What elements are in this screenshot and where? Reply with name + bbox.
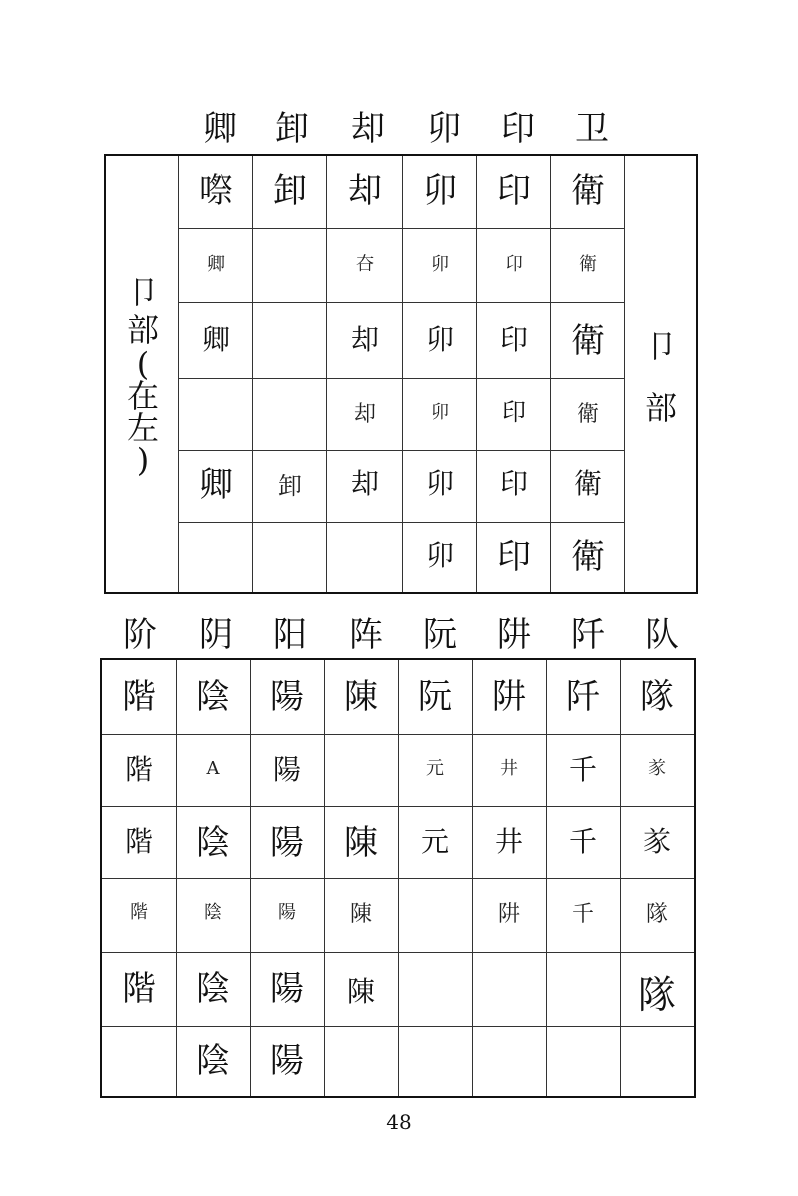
- label-char: 在: [126, 377, 159, 415]
- glyph-cell: 阱: [497, 902, 520, 927]
- glyph-cell: 陳: [349, 902, 372, 927]
- header-char-2: 卸: [275, 109, 309, 149]
- glyph-cell: 陽: [278, 902, 296, 923]
- glyph-cell: 卸: [278, 472, 302, 500]
- label-char: 部: [126, 311, 159, 349]
- glyph-cell: 卯: [423, 171, 457, 211]
- glyph-cell: 却: [350, 467, 379, 500]
- glyph-cell: 卯: [425, 323, 454, 356]
- glyph-cell: 井: [500, 758, 518, 779]
- glyph-cell: 千: [568, 753, 597, 786]
- glyph-cell: 阱: [492, 677, 526, 717]
- header-char-1: 阶: [123, 615, 157, 655]
- glyph-cell: 陽: [270, 969, 304, 1009]
- glyph-cell: 印: [499, 467, 528, 500]
- glyph-cell: 㒸: [648, 758, 666, 779]
- glyph-cell: 陽: [270, 823, 304, 863]
- glyph-cell: 陽: [272, 753, 301, 786]
- glyph-cell: 卯: [431, 254, 449, 275]
- page-number: 48: [386, 1110, 412, 1134]
- header-char-5: 印: [501, 109, 535, 149]
- glyph-cell: 衛: [576, 402, 599, 427]
- glyph-cell: 衛: [571, 171, 605, 211]
- glyph-cell: 卿: [201, 323, 230, 356]
- glyph-cell: 陳: [344, 677, 378, 717]
- glyph-cell: 隊: [637, 973, 676, 1017]
- glyph-cell: 㗫: [199, 171, 233, 211]
- glyph-cell: 卯: [431, 402, 449, 423]
- glyph-cell: 陰: [204, 902, 222, 923]
- header-char-4: 阵: [349, 615, 383, 655]
- glyph-cell: 却: [348, 171, 382, 211]
- table-section-1: [104, 154, 698, 594]
- glyph-cell: 印: [502, 398, 526, 426]
- glyph-cell: 陰: [196, 823, 230, 863]
- header-char-7: 阡: [571, 615, 605, 655]
- glyph-cell: 夻: [356, 254, 374, 275]
- table-section-2: [100, 658, 696, 1098]
- label-char: (: [136, 345, 150, 383]
- header-char-4: 卯: [427, 109, 461, 149]
- glyph-cell: 却: [350, 323, 379, 356]
- glyph-cell: 衛: [579, 254, 597, 275]
- glyph-cell: 階: [122, 677, 156, 717]
- header-char-5: 阮: [423, 615, 457, 655]
- glyph-cell: 阡: [566, 677, 600, 717]
- left-radical-label: [124, 273, 162, 479]
- header-char-6: 卫: [575, 109, 609, 149]
- glyph-cell: 陽: [270, 1041, 304, 1081]
- header-char-8: 队: [645, 615, 679, 655]
- glyph-cell: 陰: [196, 969, 230, 1009]
- header-char-3: 却: [351, 109, 385, 149]
- glyph-cell: 㒸: [642, 825, 671, 858]
- glyph-cell: 陰: [196, 1041, 230, 1081]
- glyph-cell: 階: [130, 902, 148, 923]
- glyph-cell: 衛: [571, 537, 605, 577]
- glyph-cell: 階: [124, 825, 153, 858]
- glyph-cell: 印: [499, 323, 528, 356]
- glyph-cell: 元: [426, 758, 444, 779]
- right-radical-label: [642, 327, 680, 427]
- glyph-cell: A: [206, 758, 220, 779]
- label-char: 卩: [126, 273, 159, 311]
- glyph-cell: 陰: [196, 677, 230, 717]
- label-char: 卩: [644, 327, 677, 365]
- glyph-cell: 卸: [273, 171, 307, 211]
- header-char-6: 阱: [497, 615, 531, 655]
- header-char-2: 阴: [199, 615, 233, 655]
- glyph-cell: 陽: [270, 677, 304, 717]
- glyph-cell: 卿: [207, 254, 225, 275]
- glyph-cell: 卬: [505, 254, 523, 275]
- glyph-cell: 元: [420, 825, 449, 858]
- glyph-cell: 阮: [418, 677, 452, 717]
- glyph-cell: 隊: [640, 677, 674, 717]
- glyph-cell: 印: [497, 171, 531, 211]
- glyph-cell: 卿: [199, 465, 233, 505]
- glyph-cell: 却: [353, 402, 376, 427]
- glyph-cell: 隊: [645, 902, 668, 927]
- glyph-cell: 階: [124, 753, 153, 786]
- glyph-cell: 衛: [571, 321, 605, 361]
- glyph-cell: 階: [122, 969, 156, 1009]
- glyph-cell: 衛: [573, 467, 602, 500]
- glyph-cell: 陳: [346, 975, 375, 1008]
- glyph-cell: 卯: [425, 539, 454, 572]
- header-char-3: 阳: [273, 615, 307, 655]
- glyph-cell: 卯: [425, 467, 454, 500]
- glyph-cell: 井: [494, 825, 523, 858]
- glyph-cell: 千: [571, 902, 594, 927]
- label-char: 左: [126, 409, 159, 447]
- glyph-cell: 千: [568, 825, 597, 858]
- header-char-1: 卿: [203, 109, 237, 149]
- label-char: 部: [644, 389, 677, 427]
- label-char: ): [136, 441, 150, 479]
- glyph-cell: 印: [497, 537, 531, 577]
- glyph-cell: 陳: [344, 823, 378, 863]
